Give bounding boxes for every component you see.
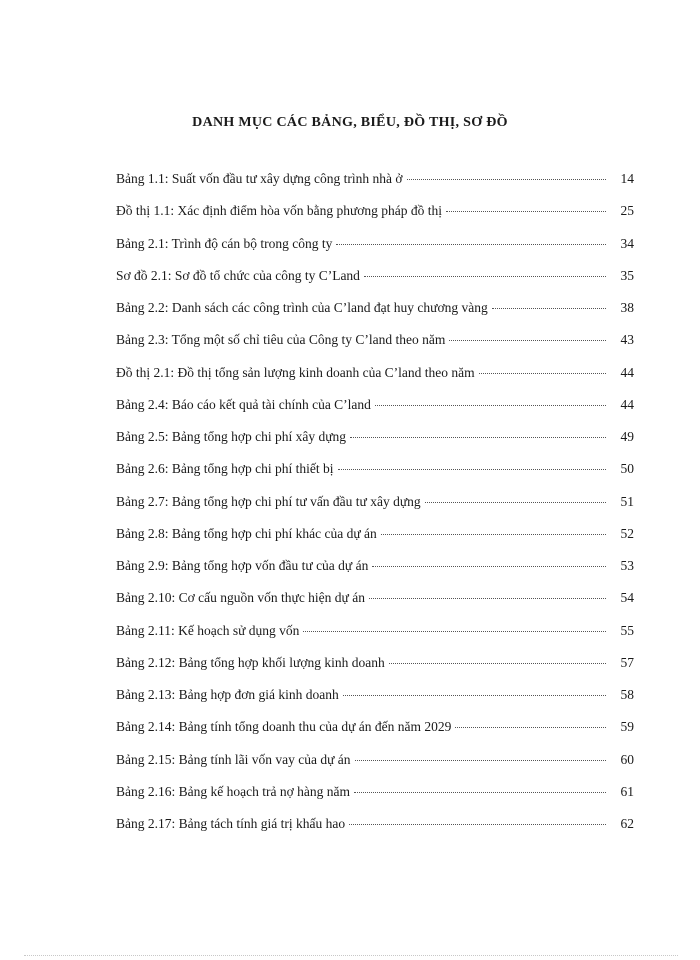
- toc-entry-label: Bảng 2.7: Bảng tổng hợp chi phí tư vấn đầu tư xây dựng: [116, 493, 421, 509]
- dot-leader: [407, 179, 607, 180]
- toc-entry-page-number: 60: [620, 751, 634, 767]
- dot-leader: [303, 631, 606, 632]
- toc-entry-page-number: 61: [620, 783, 634, 799]
- toc-entry-page-number: 51: [620, 493, 634, 509]
- toc-entry-page-number: 52: [620, 525, 634, 541]
- toc-entry-page-number: 50: [620, 461, 634, 477]
- toc-entry-page-number: 57: [620, 654, 634, 670]
- toc-entry-page-number: 55: [620, 622, 634, 638]
- dot-leader: [389, 663, 606, 664]
- toc-entry: [116, 751, 634, 783]
- toc-entry: [116, 396, 634, 428]
- toc-entry-page-number: 35: [620, 267, 634, 283]
- toc-entry: [116, 815, 634, 847]
- toc-entry-page-number: 54: [620, 590, 634, 606]
- dot-leader: [372, 566, 606, 567]
- toc-entry: [116, 267, 634, 299]
- toc-entry-page-number: 43: [620, 332, 634, 348]
- dot-leader: [354, 792, 606, 793]
- toc-entry: [116, 718, 634, 750]
- toc-entry-label: Bảng 2.14: Bảng tính tổng doanh thu của dự án đến năm 2029: [116, 719, 452, 735]
- toc-entry-page-number: 14: [620, 171, 634, 186]
- toc-entry-label: Bảng 2.1: Trình độ cán bộ trong công ty: [116, 235, 333, 251]
- dot-leader: [343, 695, 606, 696]
- toc-entry: [116, 783, 634, 815]
- toc-entry-page-number: 44: [620, 364, 634, 380]
- toc-entry-page-number: 59: [620, 719, 634, 735]
- toc-entry-label: Bảng 2.12: Bảng tổng hợp khối lượng kinh doanh: [116, 654, 385, 670]
- toc-entry-page-number: 25: [620, 203, 634, 219]
- toc-entry: [116, 493, 634, 525]
- toc-entry-page-number: 38: [620, 300, 634, 315]
- toc-entry-label: Bảng 2.13: Bảng hợp đơn giá kinh doanh: [116, 687, 339, 702]
- toc-entry: [116, 654, 634, 686]
- toc-entry-page-number: 58: [620, 687, 634, 702]
- toc-entry-label: Đồ thị 2.1: Đồ thị tổng sản lượng kinh doanh của C’land theo năm: [116, 364, 475, 380]
- toc-entry: [116, 557, 634, 589]
- toc-entry: [116, 331, 634, 363]
- dot-leader: [375, 405, 606, 406]
- dot-leader: [479, 373, 606, 374]
- toc-entry-label: Bảng 2.10: Cơ cấu nguồn vốn thực hiện dự án: [116, 590, 365, 606]
- toc-entry: [116, 235, 634, 267]
- toc-entry-label: Bảng 2.5: Bảng tổng hợp chi phí xây dựng: [116, 429, 347, 444]
- toc-entry-label: Sơ đồ 2.1: Sơ đồ tổ chức của công ty C’Land: [116, 267, 360, 283]
- toc-entry-label: Bảng 2.15: Bảng tính lãi vốn vay của dự án: [116, 751, 351, 767]
- toc-entry: [116, 428, 634, 460]
- dot-leader: [425, 502, 606, 503]
- toc-entry-label: Bảng 2.6: Bảng tổng hợp chi phí thiết bị: [116, 461, 334, 477]
- toc-entry: [116, 686, 634, 718]
- toc-entry-page-number: 34: [620, 235, 634, 251]
- toc-entry-page-number: 44: [620, 396, 634, 412]
- toc-entry-label: Bảng 2.16: Bảng kế hoạch trả nợ hàng năm: [116, 783, 350, 799]
- toc-entry: [116, 589, 634, 621]
- toc-entry: [116, 202, 634, 234]
- dot-leader: [338, 469, 607, 470]
- page-title: DANH MỤC CÁC BẢNG, BIỂU, ĐỒ THỊ, SƠ ĐỒ: [192, 115, 508, 130]
- toc-entry: [116, 170, 634, 202]
- toc-entry: [116, 299, 634, 331]
- toc-entry-label: Bảng 2.11: Kế hoạch sử dụng vốn: [116, 622, 300, 638]
- toc-entry: [116, 622, 634, 654]
- toc-entry-page-number: 53: [620, 558, 634, 573]
- dot-leader: [446, 211, 606, 212]
- toc-entry: [116, 364, 634, 396]
- toc-entry-page-number: 62: [620, 816, 634, 831]
- toc-entry-label: Bảng 2.2: Danh sách các công trình của C’land đạt huy chương vàng: [116, 300, 488, 315]
- toc-entry-label: Bảng 1.1: Suất vốn đầu tư xây dựng công trình nhà ở: [116, 171, 403, 186]
- dot-leader: [381, 534, 606, 535]
- toc-entry-label: Bảng 2.4: Báo cáo kết quả tài chính của C’land: [116, 396, 371, 412]
- dot-leader: [355, 760, 606, 761]
- dot-leader: [350, 437, 606, 438]
- toc-entry-label: Bảng 2.8: Bảng tổng hợp chi phí khác của dự án: [116, 525, 377, 541]
- toc-entry-label: Bảng 2.3: Tổng một số chỉ tiêu của Công ty C’land theo năm: [116, 332, 446, 348]
- dot-leader: [336, 244, 606, 245]
- toc-entry: [116, 460, 634, 492]
- toc-entry-page-number: 49: [620, 429, 634, 444]
- dot-leader: [449, 340, 606, 341]
- dot-leader: [492, 308, 606, 309]
- dot-leader: [369, 598, 606, 599]
- dot-leader: [455, 727, 606, 728]
- toc-entry-label: Bảng 2.9: Bảng tổng hợp vốn đầu tư của dự án: [116, 558, 369, 573]
- page-bottom-divider: [24, 955, 678, 956]
- toc-entry-label: Bảng 2.17: Bảng tách tính giá trị khấu hao: [116, 816, 346, 831]
- toc-entry: [116, 525, 634, 557]
- dot-leader: [349, 824, 606, 825]
- dot-leader: [364, 276, 606, 277]
- toc-entry-label: Đồ thị 1.1: Xác định điểm hòa vốn bằng phương pháp đồ thị: [116, 203, 443, 219]
- table-of-contents: [116, 170, 634, 847]
